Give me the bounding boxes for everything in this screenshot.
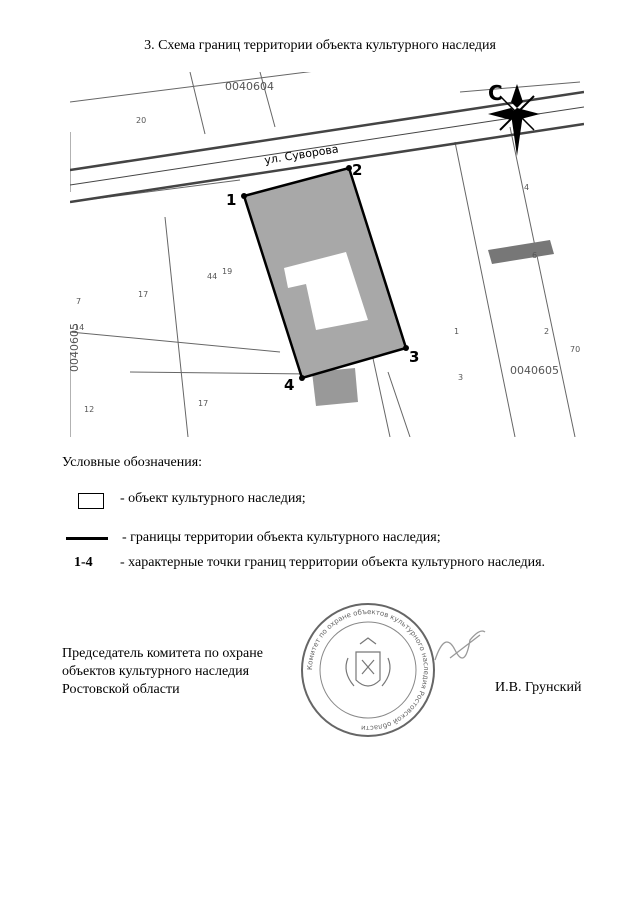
parcel-label: 2 <box>544 327 550 336</box>
signature-line-3: Ростовской области <box>62 682 180 697</box>
coat-of-arms-icon <box>346 638 390 686</box>
map-canvas <box>70 72 584 437</box>
legend-title: Условные обозначения: <box>62 455 203 470</box>
parcel-label: 6 <box>532 251 538 260</box>
object-symbol <box>78 493 104 509</box>
points-symbol: 1-4 <box>74 555 93 570</box>
block-label-top: 0040604 <box>225 80 274 93</box>
boundary-line-symbol <box>66 537 108 540</box>
point-1-label: 1 <box>226 191 237 209</box>
parcel-label: 17 <box>198 399 209 408</box>
page-title: 3. Схема границ территории объекта культурного наследия <box>144 38 496 53</box>
parcel-label: 4 <box>524 183 530 192</box>
point-4-label: 4 <box>284 376 295 394</box>
parcel-label: 1 <box>454 327 460 336</box>
signature-line-1: Председатель комитета по охране <box>62 646 263 661</box>
parcel-label: 44 <box>207 272 218 281</box>
handwritten-signature <box>430 620 490 670</box>
legend-boundary-text: - границы территории объекта культурного наследия; <box>122 530 441 545</box>
signature-title <box>62 645 263 699</box>
signature-line-2: объектов культурного наследия <box>62 664 250 679</box>
parcel-label: 17 <box>138 290 149 299</box>
block-label-right: 0040605 <box>510 364 559 377</box>
parcel-label: 70 <box>570 345 581 354</box>
point-1-marker <box>241 193 247 199</box>
seal-ring-text: Комитет по охране объектов культурного наследия Ростовской области <box>305 607 431 733</box>
legend-object-text: - объект культурного наследия; <box>120 491 306 506</box>
parcel-label: 19 <box>222 267 233 276</box>
parcel-label: 14 <box>74 323 85 332</box>
parcel-label: 7 <box>76 297 82 306</box>
svg-text:Комитет по охране объектов кул <box>306 608 430 732</box>
parcel-label: 3 <box>458 373 464 382</box>
block-label-left: 0040605 <box>70 323 81 372</box>
parcel-label: 12 <box>84 405 95 414</box>
parcel-label: 20 <box>136 116 147 125</box>
signer-name: И.В. Грунский <box>495 680 582 695</box>
point-2-label: 2 <box>352 161 363 179</box>
street-label: ул. Суворова <box>263 142 340 167</box>
legend-points-text: - характерные точки границ территории объекта культурного наследия. <box>120 555 546 570</box>
north-label: С <box>488 81 503 105</box>
point-3-label: 3 <box>409 348 420 366</box>
site-map <box>70 72 584 437</box>
point-4-marker <box>299 375 305 381</box>
official-seal <box>298 600 438 740</box>
neighbor-building <box>488 240 554 264</box>
